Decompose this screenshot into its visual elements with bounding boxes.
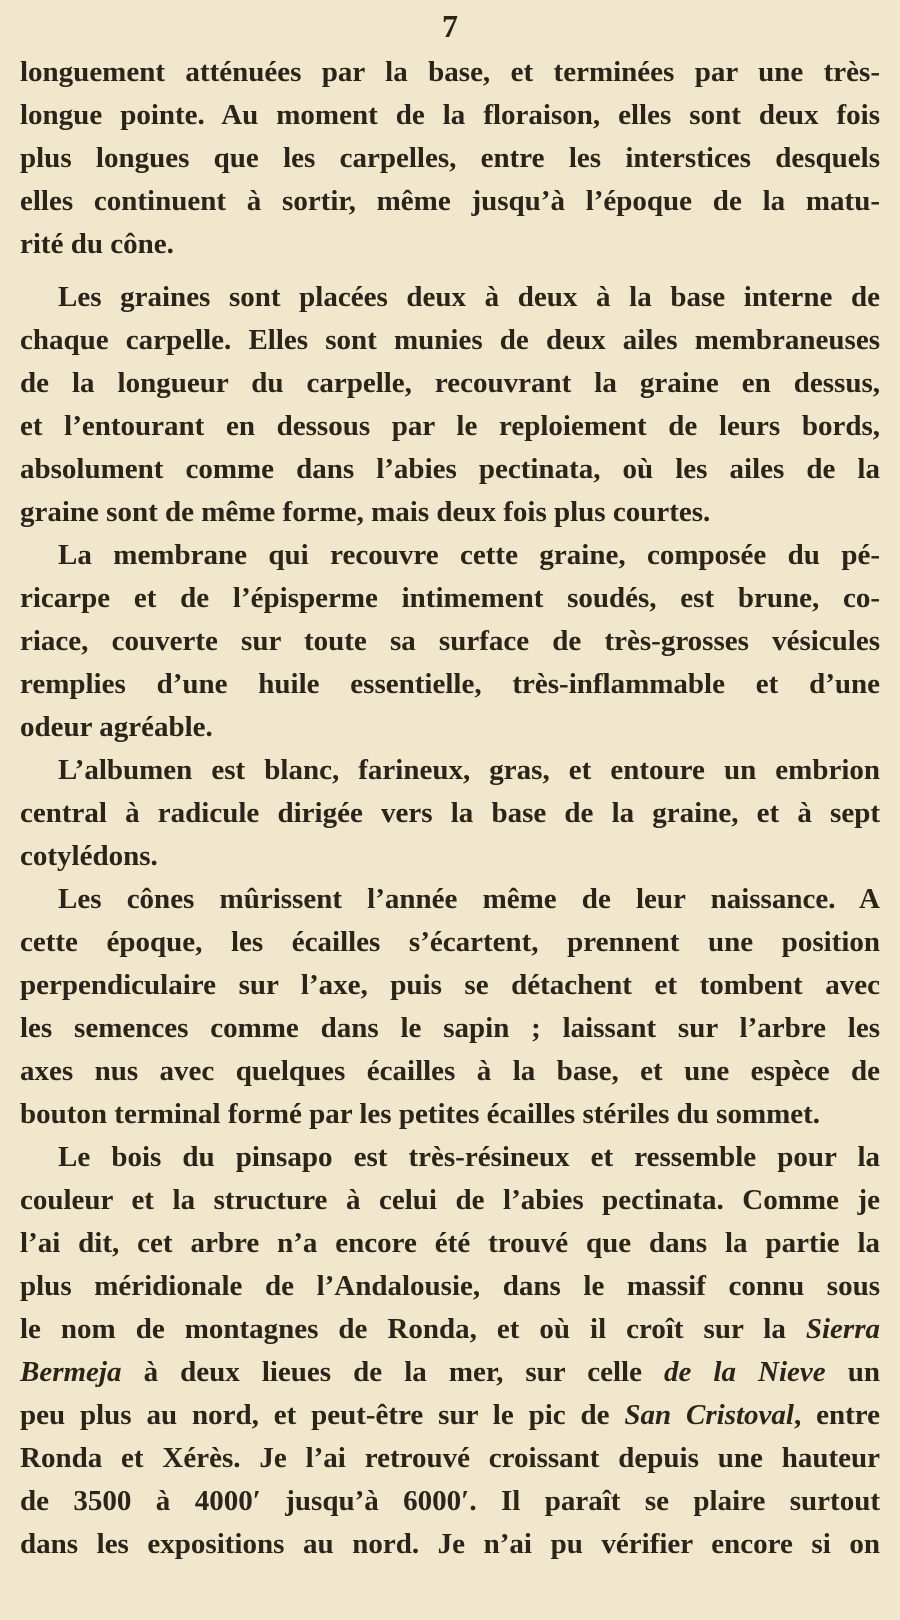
text-segment: central à radicule dirigée vers la base de la graine, et à sept	[20, 797, 880, 829]
paragraph	[20, 749, 880, 878]
text-segment: absolument comme dans l’abies pectinata, où les ailes de la	[20, 453, 880, 485]
text-segment: graine sont de même forme, mais deux fois plus courtes.	[20, 496, 711, 528]
text-line	[20, 319, 880, 362]
italic-text: Sierra	[805, 1313, 880, 1345]
text-line	[20, 706, 880, 749]
text-line	[20, 491, 880, 534]
text-line	[20, 1136, 880, 1179]
text-segment: , entre	[794, 1399, 880, 1431]
text-line	[20, 223, 880, 266]
text-segment: riace, couverte sur toute sa surface de très-grosses vésicules	[20, 625, 880, 657]
text-line	[20, 276, 880, 319]
text-line	[20, 534, 880, 577]
text-line	[20, 1308, 880, 1351]
text-segment: ricarpe et de l’épisperme intimement soudés, est brune, co-	[20, 582, 880, 614]
text-segment: longue pointe. Au moment de la floraison, elles sont deux fois	[20, 99, 880, 131]
text-line	[20, 1050, 880, 1093]
text-segment: L’albumen est blanc, farineux, gras, et entoure un embrion	[58, 754, 880, 786]
text-line	[20, 448, 880, 491]
text-segment: rité du cône.	[20, 228, 174, 260]
text-segment: elles continuent à sortir, même jusqu’à l’époque de la matu-	[20, 185, 880, 217]
text-line	[20, 1437, 880, 1480]
text-line	[20, 1265, 880, 1308]
italic-text: de la Nieve	[664, 1356, 826, 1388]
page-body-text	[20, 51, 880, 1566]
text-line	[20, 1093, 880, 1136]
paragraph	[20, 51, 880, 266]
text-segment: Ronda et Xérès. Je l’ai retrouvé croissant depuis une hauteur	[20, 1442, 880, 1474]
text-line	[20, 362, 880, 405]
text-line	[20, 878, 880, 921]
paragraph	[20, 1136, 880, 1566]
text-line	[20, 180, 880, 223]
text-line	[20, 405, 880, 448]
text-line	[20, 749, 880, 792]
text-segment: plus longues que les carpelles, entre les interstices desquels	[20, 142, 880, 174]
text-line	[20, 1222, 880, 1265]
text-line	[20, 663, 880, 706]
text-line	[20, 792, 880, 835]
text-line	[20, 964, 880, 1007]
text-line	[20, 1351, 880, 1394]
text-segment: et l’entourant en dessous par le reploiement de leurs bords,	[20, 410, 880, 442]
text-segment: cotylédons.	[20, 840, 158, 872]
text-line	[20, 51, 880, 94]
text-line	[20, 1480, 880, 1523]
text-segment: La membrane qui recouvre cette graine, composée du pé-	[58, 539, 880, 571]
text-segment: perpendiculaire sur l’axe, puis se détachent et tombent avec	[20, 969, 880, 1001]
text-segment: cette époque, les écailles s’écartent, prennent une position	[20, 926, 880, 958]
paragraph	[20, 276, 880, 534]
text-segment: axes nus avec quelques écailles à la base, et une espèce de	[20, 1055, 880, 1087]
text-line	[20, 1394, 880, 1437]
text-segment: Le bois du pinsapo est très-résineux et ressemble pour la	[58, 1141, 880, 1173]
italic-text: San Cristoval	[624, 1399, 794, 1431]
text-segment: remplies d’une huile essentielle, très-inflammable et d’une	[20, 668, 880, 700]
text-line	[20, 835, 880, 878]
text-line	[20, 1523, 880, 1566]
italic-text: Bermeja	[20, 1356, 122, 1388]
text-segment: plus méridionale de l’Andalousie, dans le massif connu sous	[20, 1270, 880, 1302]
text-line	[20, 620, 880, 663]
text-segment: un	[825, 1356, 880, 1388]
text-segment: le nom de montagnes de Ronda, et où il croît sur la	[20, 1313, 806, 1345]
text-segment: longuement atténuées par la base, et terminées par une très-	[20, 56, 880, 88]
text-segment: à deux lieues de la mer, sur celle	[121, 1356, 664, 1388]
text-line	[20, 577, 880, 620]
paragraph	[20, 534, 880, 749]
text-line	[20, 1007, 880, 1050]
text-segment: chaque carpelle. Elles sont munies de deux ailes membraneuses	[20, 324, 880, 356]
text-line	[20, 94, 880, 137]
text-segment: Les graines sont placées deux à deux à la base interne de	[58, 281, 880, 313]
text-segment: couleur et la structure à celui de l’abies pectinata. Comme je	[20, 1184, 880, 1216]
paragraph	[20, 878, 880, 1136]
text-segment: de la longueur du carpelle, recouvrant la graine en dessus,	[20, 367, 880, 399]
text-line	[20, 137, 880, 180]
text-line	[20, 1179, 880, 1222]
text-segment: l’ai dit, cet arbre n’a encore été trouvé que dans la partie la	[20, 1227, 880, 1259]
text-segment: peu plus au nord, et peut-être sur le pic de	[20, 1399, 625, 1431]
page-number: 7	[442, 8, 458, 44]
text-segment: bouton terminal formé par les petites écailles stériles du sommet.	[20, 1098, 821, 1130]
text-segment: odeur agréable.	[20, 711, 213, 743]
text-line	[20, 921, 880, 964]
text-segment: les semences comme dans le sapin ; laissant sur l’arbre les	[20, 1012, 880, 1044]
text-segment: Les cônes mûrissent l’année même de leur naissance. A	[58, 883, 880, 915]
text-segment: de 3500 à 4000′ jusqu’à 6000′. Il paraît se plaire surtout	[20, 1485, 880, 1517]
text-segment: dans les expositions au nord. Je n’ai pu vérifier encore si on	[20, 1528, 880, 1560]
